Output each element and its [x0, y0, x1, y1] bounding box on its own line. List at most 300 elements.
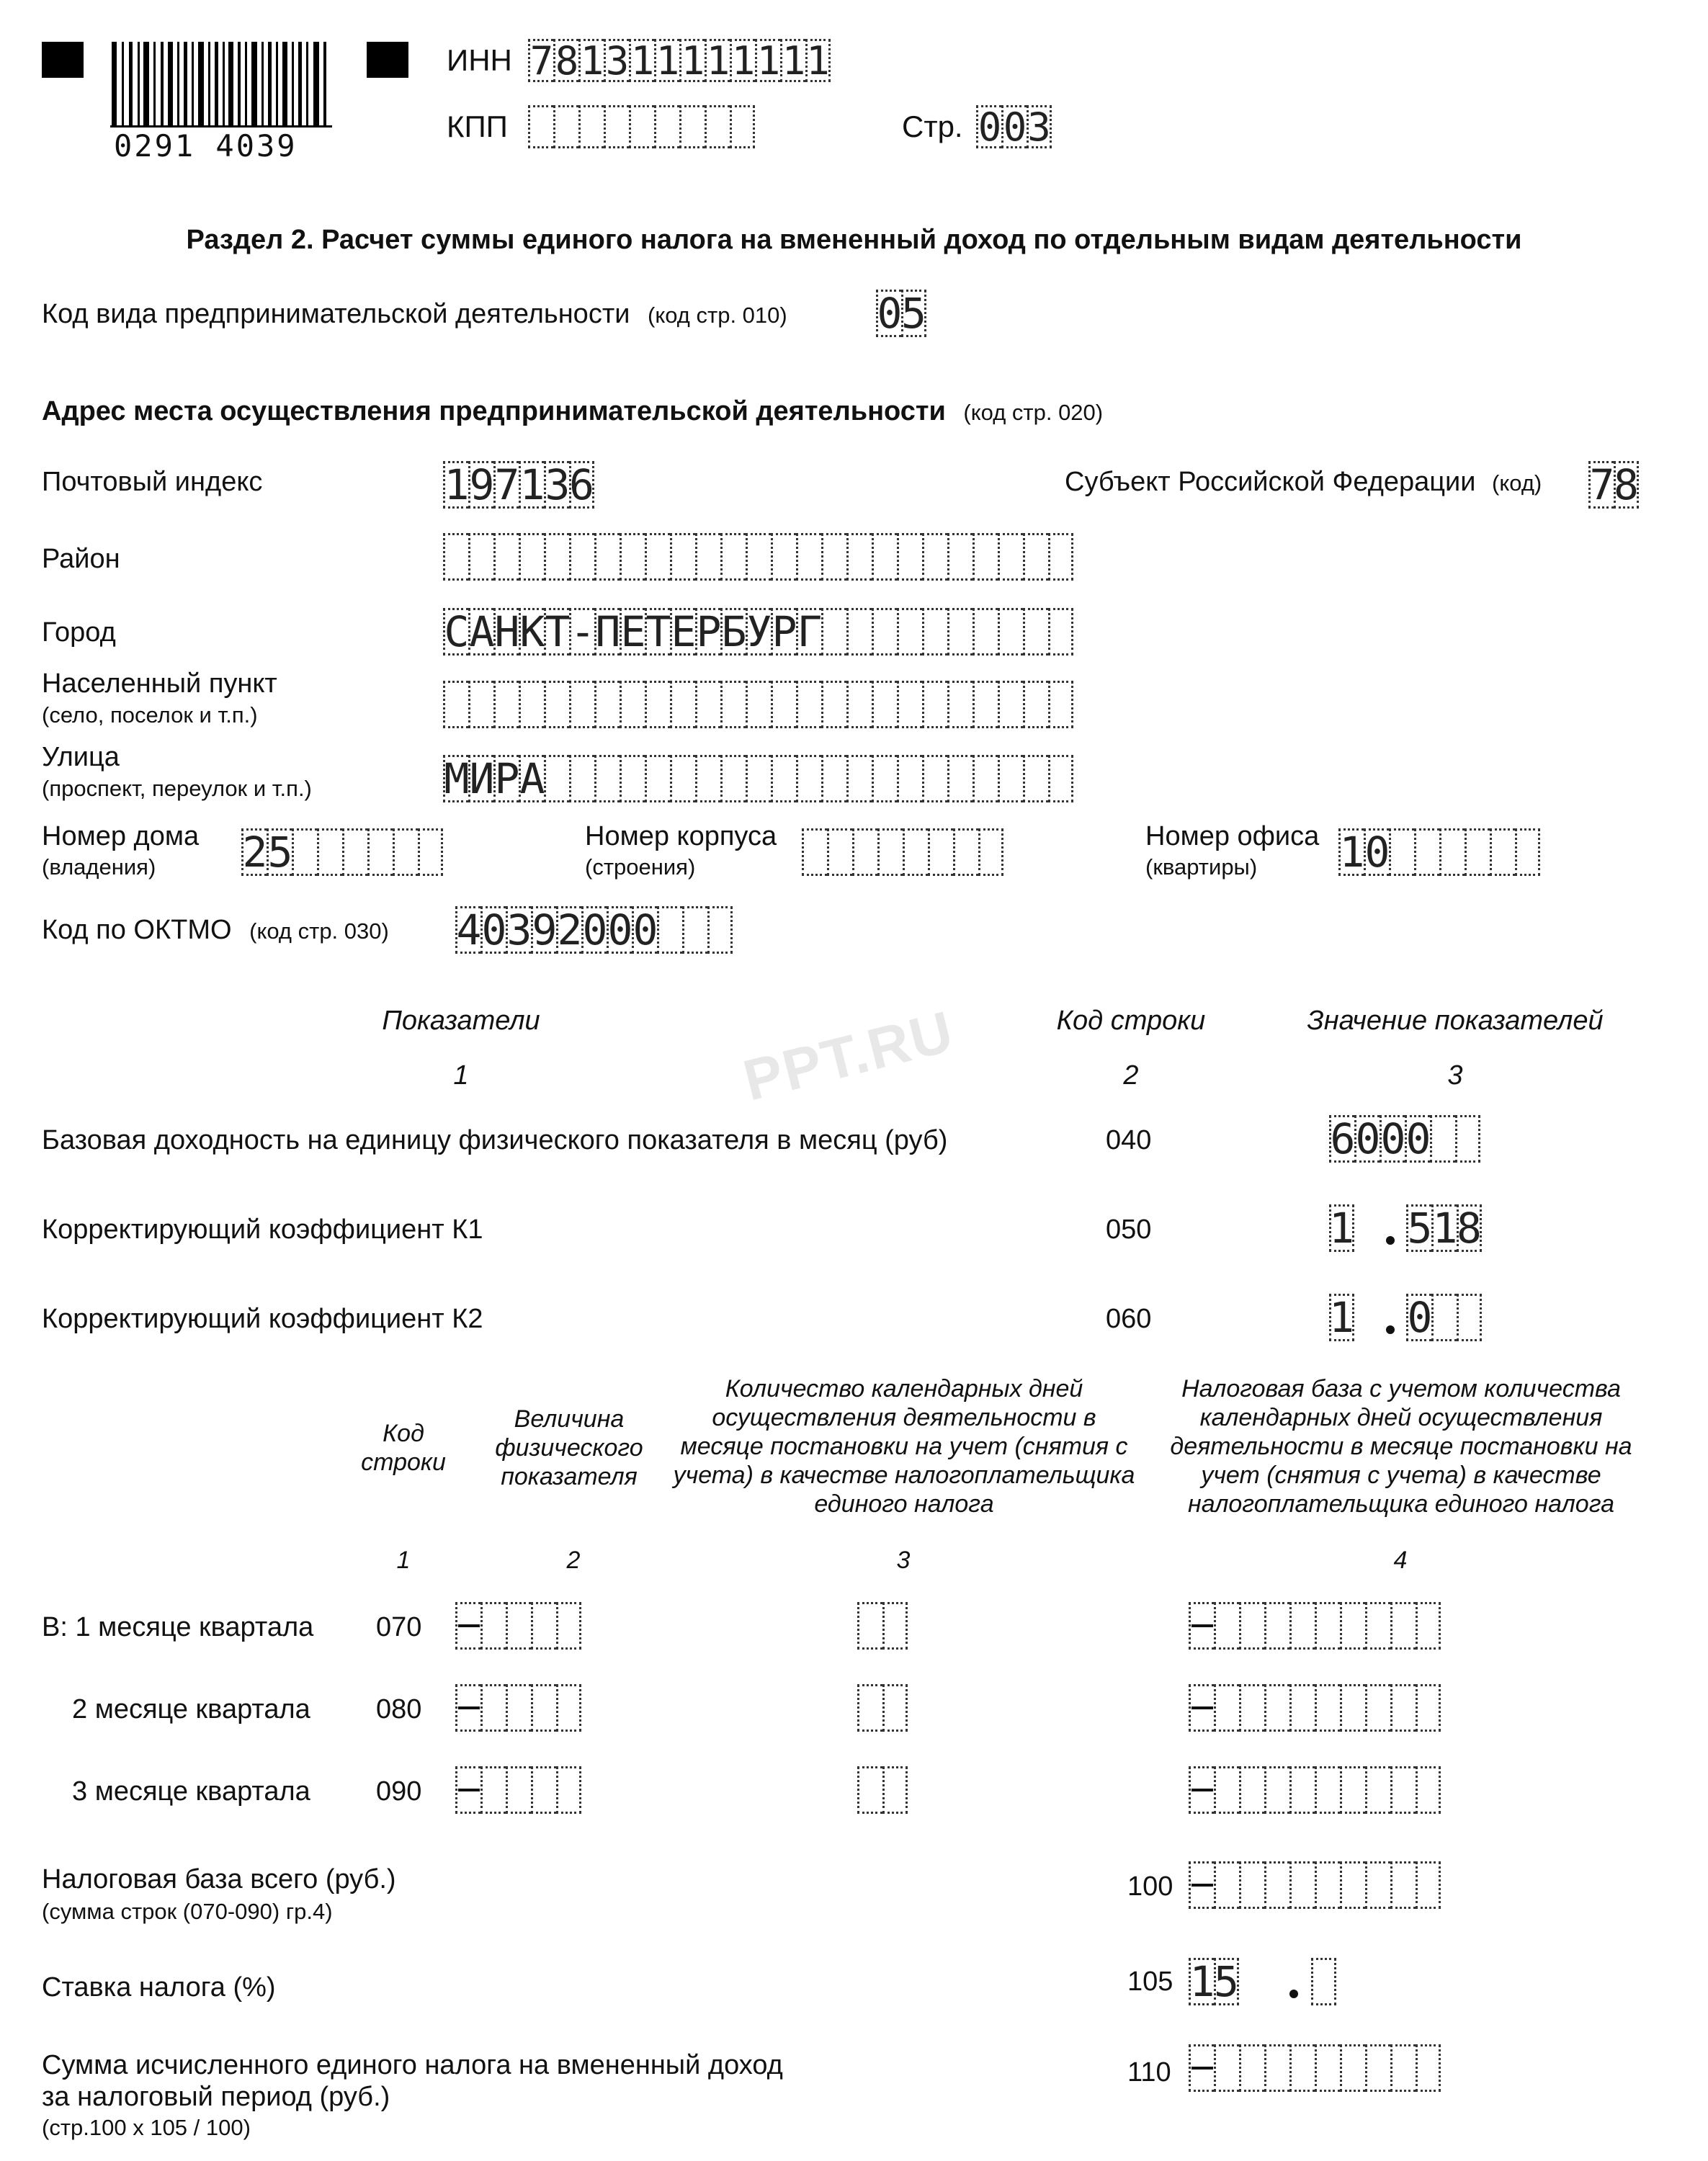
char-cell — [846, 755, 872, 802]
building-field[interactable] — [802, 828, 1003, 876]
indicator-row-code: 060 — [1106, 1304, 1152, 1334]
char-cell: Т — [545, 607, 571, 656]
char-cell: М — [444, 754, 470, 803]
k1-decimal-point — [1386, 1236, 1395, 1245]
char-cell — [695, 755, 720, 802]
char-cell: 0 — [877, 289, 903, 338]
char-cell — [1023, 608, 1048, 656]
char-cell — [342, 828, 367, 876]
char-cell: Н — [494, 607, 520, 656]
char-cell — [620, 755, 645, 802]
char-cell: Р — [772, 607, 797, 656]
base-income-field[interactable] — [1329, 1115, 1480, 1163]
char-cell — [1189, 1684, 1214, 1732]
char-cell — [679, 105, 705, 148]
char-cell — [1365, 1766, 1390, 1814]
char-cell — [1465, 828, 1490, 876]
char-cell — [1048, 755, 1073, 802]
k2-fraction-field[interactable] — [1406, 1294, 1482, 1341]
char-cell: 3 — [604, 39, 629, 82]
month3-days-field[interactable] — [857, 1766, 908, 1814]
char-cell — [1023, 755, 1048, 802]
char-cell — [418, 828, 443, 876]
char-cell — [528, 105, 553, 148]
char-cell — [746, 533, 771, 581]
char-cell — [1189, 2044, 1214, 2092]
char-cell — [443, 533, 468, 581]
tax-amount-label-line2: за налоговый период (руб.) — [42, 2082, 390, 2112]
char-cell — [493, 533, 519, 581]
char-cell — [705, 105, 730, 148]
char-cell — [1340, 1766, 1365, 1814]
char-cell: 1 — [654, 39, 679, 82]
char-cell — [1189, 1766, 1214, 1814]
char-cell — [802, 828, 827, 876]
indicator-row-code: 040 — [1106, 1125, 1152, 1155]
page-number-field[interactable] — [976, 105, 1052, 148]
watermark: PPT.RU — [737, 998, 960, 1113]
locality-field[interactable] — [443, 681, 1073, 728]
month-row-label: 3 месяце квартала — [72, 1776, 310, 1807]
char-cell: 1 — [519, 460, 545, 509]
char-cell — [857, 1766, 882, 1814]
char-cell — [846, 533, 872, 581]
char-cell: И — [469, 754, 495, 803]
char-cell — [796, 533, 821, 581]
char-cell: 4 — [456, 905, 482, 954]
address-title-text: Адрес места осуществления предпринимательской деятельности — [42, 396, 946, 426]
char-cell — [670, 681, 695, 728]
char-cell — [682, 906, 707, 954]
char-cell — [506, 1684, 531, 1732]
char-cell: 2 — [242, 828, 268, 877]
char-cell: 5 — [1214, 1957, 1239, 2006]
month-row-code: 070 — [376, 1612, 422, 1642]
char-cell — [947, 755, 973, 802]
char-cell — [973, 681, 998, 728]
monthly-col3-header: Количество календарных дней осуществления деятельности в месяце постановки на учет (снятия с учета) в качестве налогоплательщика единого налога — [673, 1375, 1135, 1518]
tax-amount-code: 110 — [1127, 2057, 1171, 2088]
char-cell — [1289, 1684, 1315, 1732]
char-cell — [707, 906, 733, 954]
dash-mark — [458, 1624, 480, 1627]
postal-code-field[interactable] — [443, 461, 594, 509]
char-cell — [594, 755, 620, 802]
char-cell — [594, 681, 620, 728]
char-cell — [1048, 608, 1073, 656]
char-cell — [455, 1684, 480, 1732]
char-cell — [1023, 681, 1048, 728]
address-title — [42, 396, 1103, 427]
char-cell — [720, 681, 746, 728]
month2-base-field[interactable] — [1189, 1684, 1441, 1732]
char-cell — [556, 1766, 581, 1814]
tax-rate-decimal-point — [1289, 1990, 1298, 1998]
month1-base-field[interactable] — [1189, 1602, 1441, 1650]
char-cell — [480, 1684, 506, 1732]
tax-amount-label-line1: Сумма исчисленного единого налога на вмененный доход — [42, 2050, 783, 2080]
char-cell: 1 — [629, 39, 654, 82]
char-cell — [1431, 1294, 1457, 1341]
char-cell — [947, 608, 973, 656]
dash-mark — [1191, 1884, 1213, 1887]
char-cell: П — [595, 607, 621, 656]
char-cell — [1414, 828, 1439, 876]
char-cell — [1264, 1766, 1289, 1814]
tax-rate-label: Ставка налога (%) — [42, 1972, 276, 2003]
char-cell — [1289, 1602, 1315, 1650]
char-cell — [746, 755, 771, 802]
monthly-col2-number: 2 — [566, 1547, 581, 1574]
char-cell — [654, 105, 679, 148]
char-cell: Е — [671, 607, 697, 656]
barcode-number: 0291 4039 — [114, 128, 298, 164]
char-cell — [620, 681, 645, 728]
month-row-code: 090 — [376, 1776, 422, 1807]
char-cell — [506, 1766, 531, 1814]
month-row-label: В: 1 месяце квартала — [42, 1612, 314, 1642]
char-cell — [1430, 1115, 1455, 1163]
char-cell — [519, 533, 544, 581]
char-cell — [455, 1602, 480, 1650]
city-label: Город — [42, 617, 116, 648]
region-label-text: Субъект Российской Федерации — [1065, 467, 1476, 497]
month2-physical-field[interactable] — [455, 1684, 581, 1732]
k1-fraction-field[interactable] — [1406, 1204, 1482, 1252]
char-cell: 5 — [901, 289, 926, 338]
char-cell — [1189, 1602, 1214, 1650]
char-cell — [1289, 1861, 1315, 1909]
char-cell — [796, 681, 821, 728]
char-cell — [1490, 828, 1515, 876]
char-cell — [1455, 1115, 1480, 1163]
char-cell: 0 — [1380, 1114, 1406, 1163]
char-cell — [1416, 1766, 1441, 1814]
street-field[interactable] — [443, 755, 1073, 802]
char-cell — [569, 755, 594, 802]
char-cell — [947, 681, 973, 728]
char-cell — [1315, 1766, 1340, 1814]
char-cell — [1264, 1684, 1289, 1732]
month1-days-field[interactable] — [857, 1602, 908, 1650]
monthly-col4-header: Налоговая база с учетом количества календарных дней осуществления деятельности в месяце постановки на учет (снятия с учета) в качестве налогоплательщика единого налога — [1170, 1375, 1632, 1518]
char-cell — [973, 755, 998, 802]
char-cell: 0 — [1001, 105, 1027, 148]
char-cell — [645, 533, 670, 581]
char-cell: 1 — [1189, 1957, 1215, 2006]
char-cell: 0 — [976, 105, 1001, 148]
char-cell — [1457, 1294, 1482, 1341]
char-cell — [506, 1602, 531, 1650]
indicator-row-label: Корректирующий коэффициент К2 — [42, 1304, 483, 1334]
char-cell: 1 — [755, 39, 780, 82]
tax-base-sublabel: (сумма строк (070-090) гр.4) — [42, 1899, 333, 1924]
char-cell — [922, 533, 947, 581]
char-cell: 0 — [1355, 1114, 1381, 1163]
char-cell — [1416, 2044, 1441, 2092]
char-cell: 0 — [1364, 828, 1390, 877]
tax-amount-field[interactable] — [1189, 2044, 1441, 2092]
char-cell — [882, 1766, 908, 1814]
char-cell — [1390, 1602, 1416, 1650]
char-cell — [1340, 1602, 1365, 1650]
char-cell — [928, 828, 953, 876]
char-cell — [846, 681, 872, 728]
tax-base-label: Налоговая база всего (руб.) — [42, 1864, 396, 1894]
tax-rate-fraction-field[interactable] — [1311, 1958, 1336, 2005]
char-cell — [720, 755, 746, 802]
dash-mark — [1191, 2067, 1213, 2070]
tax-rate-code: 105 — [1127, 1967, 1173, 1997]
char-cell — [953, 828, 978, 876]
char-cell — [578, 105, 604, 148]
char-cell — [827, 828, 852, 876]
char-cell — [468, 533, 493, 581]
char-cell: С — [444, 607, 470, 656]
oktmo-label — [42, 915, 389, 946]
char-cell — [455, 1766, 480, 1814]
district-field[interactable] — [443, 533, 1073, 581]
char-cell — [493, 681, 519, 728]
char-cell: 0 — [1407, 1293, 1433, 1342]
char-cell — [367, 828, 393, 876]
indicator-row-label: Корректирующий коэффициент К1 — [42, 1214, 483, 1245]
char-cell: 6 — [1330, 1114, 1356, 1163]
char-cell — [872, 608, 897, 656]
char-cell — [821, 755, 846, 802]
tax-rate-field[interactable] — [1189, 1958, 1239, 2005]
char-cell — [1340, 1684, 1365, 1732]
char-cell — [531, 1602, 556, 1650]
month3-physical-field[interactable] — [455, 1766, 581, 1814]
char-cell: 1 — [780, 39, 805, 82]
indicator-row-code: 050 — [1106, 1214, 1152, 1245]
activity-code-field[interactable] — [876, 290, 926, 337]
char-cell — [1365, 1684, 1390, 1732]
char-cell — [1239, 2044, 1264, 2092]
monthly-col3-number: 3 — [896, 1547, 911, 1574]
char-cell — [1239, 1861, 1264, 1909]
char-cell — [317, 828, 342, 876]
district-label: Район — [42, 544, 120, 574]
indicator-row-label: Базовая доходность на единицу физического показателя в месяц (руб) — [42, 1125, 948, 1155]
char-cell: 0 — [1405, 1114, 1431, 1163]
indicators-col3-number: 3 — [1447, 1060, 1463, 1091]
address-code-note: (код стр. 020) — [963, 400, 1104, 425]
char-cell — [1416, 1861, 1441, 1909]
char-cell — [882, 1684, 908, 1732]
city-field[interactable] — [443, 608, 1073, 656]
oktmo-code-note: (код стр. 030) — [249, 918, 389, 944]
page-label: Стр. — [902, 109, 963, 143]
k1-integer-field[interactable] — [1329, 1204, 1354, 1252]
char-cell — [821, 608, 846, 656]
char-cell — [872, 681, 897, 728]
char-cell — [519, 681, 544, 728]
char-cell — [1340, 1861, 1365, 1909]
char-cell — [1439, 828, 1465, 876]
dash-mark — [458, 1706, 480, 1709]
char-cell: 3 — [506, 905, 532, 954]
dash-mark — [1191, 1789, 1213, 1791]
char-cell — [973, 608, 998, 656]
indicators-col2-number: 2 — [1123, 1060, 1139, 1091]
house-label: Номер дома — [42, 821, 200, 851]
char-cell: - — [570, 607, 596, 656]
char-cell — [620, 533, 645, 581]
char-cell — [821, 681, 846, 728]
char-cell: 5 — [267, 828, 293, 877]
indicators-col3-header: Значение показателей — [1307, 1006, 1604, 1036]
char-cell: У — [746, 607, 772, 656]
char-cell — [998, 755, 1023, 802]
tax-base-field[interactable] — [1189, 1861, 1441, 1909]
char-cell: 2 — [557, 905, 583, 954]
char-cell — [1048, 533, 1073, 581]
char-cell — [1365, 1861, 1390, 1909]
region-note: (код) — [1492, 470, 1542, 496]
indicators-col1-number: 1 — [453, 1060, 469, 1091]
char-cell — [1389, 828, 1414, 876]
char-cell — [695, 681, 720, 728]
month-row-label: 2 месяце квартала — [72, 1694, 310, 1724]
house-field[interactable] — [241, 828, 443, 876]
locality-label: Населенный пункт — [42, 668, 277, 699]
char-cell: Т — [645, 607, 671, 656]
char-cell — [1315, 1861, 1340, 1909]
char-cell — [903, 828, 928, 876]
char-cell: 9 — [532, 905, 558, 954]
char-cell: К — [519, 607, 545, 656]
char-cell — [480, 1602, 506, 1650]
char-cell — [1390, 2044, 1416, 2092]
char-cell — [1264, 2044, 1289, 2092]
month2-days-field[interactable] — [857, 1684, 908, 1732]
char-cell — [531, 1684, 556, 1732]
char-cell: 1 — [806, 37, 830, 84]
char-cell — [556, 1684, 581, 1732]
char-cell: 5 — [1407, 1204, 1433, 1253]
char-cell — [998, 533, 1023, 581]
char-cell: 1 — [1339, 828, 1365, 877]
char-cell — [973, 533, 998, 581]
oktmo-field[interactable] — [455, 906, 733, 954]
building-label: Номер корпуса — [585, 821, 777, 851]
kpp-field[interactable] — [528, 105, 755, 148]
dash-mark — [458, 1789, 480, 1791]
char-cell — [947, 533, 973, 581]
char-cell: 6 — [569, 460, 594, 509]
char-cell — [1214, 2044, 1239, 2092]
char-cell — [922, 608, 947, 656]
char-cell — [922, 755, 947, 802]
inn-field[interactable] — [528, 39, 831, 82]
office-field[interactable] — [1338, 828, 1540, 876]
region-label — [1065, 467, 1542, 498]
char-cell: 7 — [528, 39, 553, 82]
char-cell — [897, 533, 922, 581]
char-cell — [569, 681, 594, 728]
char-cell — [645, 755, 670, 802]
monthly-col2-header: Величина физического показателя — [495, 1405, 643, 1490]
char-cell: Г — [797, 607, 823, 656]
region-code-field[interactable] — [1588, 461, 1639, 509]
char-cell — [695, 533, 720, 581]
char-cell — [872, 755, 897, 802]
char-cell — [852, 828, 877, 876]
char-cell — [877, 828, 903, 876]
section-title: Раздел 2. Расчет суммы единого налога на вмененный доход по отдельным видам деятельности — [186, 225, 1522, 255]
char-cell — [1416, 1684, 1441, 1732]
tax-base-code: 100 — [1127, 1871, 1173, 1902]
activity-code-note: (код стр. 010) — [648, 303, 787, 328]
char-cell: 3 — [545, 460, 571, 509]
char-cell — [1515, 828, 1540, 876]
char-cell — [292, 828, 317, 876]
char-cell: 0 — [607, 905, 633, 954]
char-cell: 1 — [679, 39, 705, 82]
char-cell — [857, 1602, 882, 1650]
office-sublabel: (квартиры) — [1145, 854, 1258, 880]
char-cell — [1340, 2044, 1365, 2092]
char-cell — [771, 755, 796, 802]
char-cell — [1264, 1602, 1289, 1650]
char-cell — [1311, 1958, 1336, 2005]
char-cell: 1 — [705, 39, 730, 82]
char-cell: 7 — [1589, 460, 1615, 509]
kpp-label: КПП — [447, 109, 508, 143]
tax-amount-sublabel: (стр.100 х 105 / 100) — [42, 2115, 251, 2140]
corner-marker-left — [42, 42, 84, 78]
char-cell: 1 — [1329, 1293, 1354, 1342]
month3-base-field[interactable] — [1189, 1766, 1441, 1814]
char-cell — [1365, 1602, 1390, 1650]
k2-integer-field[interactable] — [1329, 1294, 1354, 1341]
char-cell — [1315, 1684, 1340, 1732]
char-cell — [897, 681, 922, 728]
month1-physical-field[interactable] — [455, 1602, 581, 1650]
char-cell — [604, 105, 629, 148]
char-cell: 1 — [578, 39, 604, 82]
char-cell — [645, 681, 670, 728]
char-cell: 1 — [1329, 1204, 1354, 1253]
char-cell: 0 — [481, 905, 507, 954]
char-cell — [998, 681, 1023, 728]
char-cell — [1048, 681, 1073, 728]
char-cell: 9 — [469, 460, 495, 509]
char-cell: 0 — [582, 905, 608, 954]
char-cell — [1214, 1602, 1239, 1650]
char-cell — [771, 681, 796, 728]
char-cell — [594, 533, 620, 581]
char-cell — [821, 533, 846, 581]
char-cell — [480, 1766, 506, 1814]
char-cell — [872, 533, 897, 581]
char-cell — [1214, 1766, 1239, 1814]
char-cell — [796, 755, 821, 802]
char-cell — [569, 533, 594, 581]
corner-marker-right — [367, 42, 408, 78]
k2-decimal-point — [1386, 1325, 1395, 1334]
char-cell — [978, 828, 1003, 876]
char-cell — [1390, 1861, 1416, 1909]
inn-label: ИНН — [447, 43, 512, 77]
oktmo-label-text: Код по ОКТМО — [42, 915, 232, 945]
street-sublabel: (проспект, переулок и т.п.) — [42, 776, 312, 801]
char-cell — [629, 105, 654, 148]
char-cell — [857, 1684, 882, 1732]
char-cell: Б — [721, 607, 747, 656]
